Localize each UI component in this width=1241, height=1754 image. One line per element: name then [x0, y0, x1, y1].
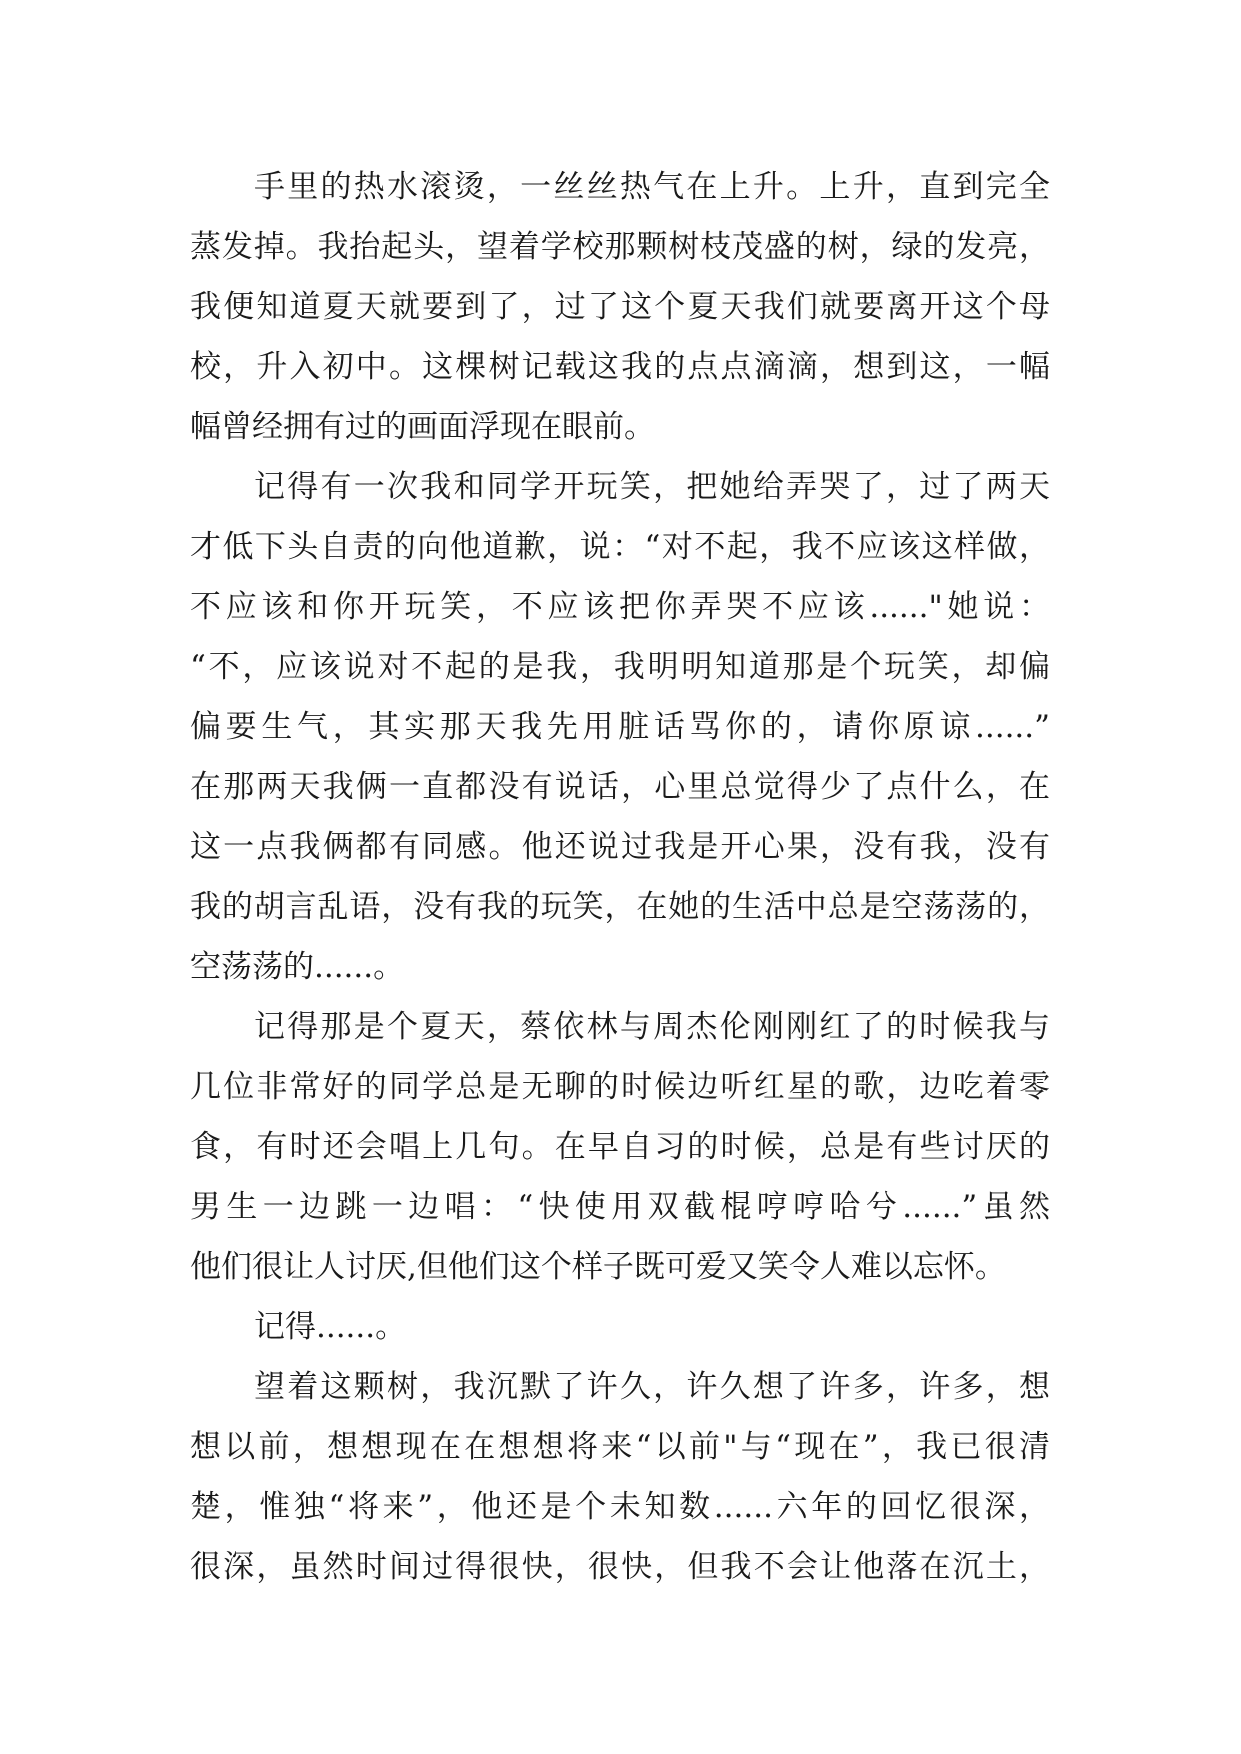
text-line: 蒸发掉。我抬起头，望着学校那颗树枝茂盛的树，绿的发亮， [190, 229, 1050, 265]
text-line: 校，升入初中。这棵树记载这我的点点滴滴，想到这，一幅 [190, 349, 1050, 385]
text-line: 才低下头自责的向他道歉，说：“对不起，我不应该这样做， [190, 529, 1050, 565]
text-line: 我的胡言乱语，没有我的玩笑，在她的生活中总是空荡荡的， [190, 889, 1050, 925]
text-line: 男生一边跳一边唱：“快使用双截棍哼哼哈兮......”虽然 [190, 1189, 1050, 1225]
text-line: 这一点我俩都有同感。他还说过我是开心果，没有我，没有 [190, 829, 1050, 865]
text-line: 在那两天我俩一直都没有说话，心里总觉得少了点什么，在 [190, 769, 1050, 805]
text-line: 手里的热水滚烫，一丝丝热气在上升。上升，直到完全 [254, 169, 1050, 205]
text-line: 很深，虽然时间过得很快，很快，但我不会让他落在沉土， [190, 1549, 1050, 1585]
text-line: 偏要生气，其实那天我先用脏话骂你的，请你原谅......” [190, 709, 1050, 745]
text-line: 幅曾经拥有过的画面浮现在眼前。 [190, 409, 655, 445]
body-text [190, 157, 1050, 1597]
text-line: 记得有一次我和同学开玩笑，把她给弄哭了，过了两天 [254, 469, 1050, 505]
text-line: 空荡荡的......。 [190, 949, 405, 985]
text-line: 食，有时还会唱上几句。在早自习的时候，总是有些讨厌的 [190, 1129, 1050, 1165]
text-line: “不，应该说对不起的是我，我明明知道那是个玩笑，却偏 [190, 649, 1050, 685]
text-line: 几位非常好的同学总是无聊的时候边听红星的歌，边吃着零 [190, 1069, 1050, 1105]
text-line: 我便知道夏天就要到了，过了这个夏天我们就要离开这个母 [190, 289, 1050, 325]
text-line: 记得......。 [254, 1309, 407, 1345]
text-line: 楚，惟独“将来”，他还是个未知数......六年的回忆很深， [190, 1489, 1050, 1525]
text-line: 记得那是个夏天，蔡依林与周杰伦刚刚红了的时候我与 [254, 1009, 1050, 1045]
text-line: 他们很让人讨厌,但他们这个样子既可爱又笑令人难以忘怀。 [190, 1249, 1006, 1285]
text-line: 望着这颗树，我沉默了许久，许久想了许多，许多，想 [254, 1369, 1050, 1405]
text-line: 想以前，想想现在在想想将来“以前"与“现在”，我已很清 [190, 1429, 1050, 1465]
text-line: 不应该和你开玩笑，不应该把你弄哭不应该......"她说： [190, 589, 1050, 625]
